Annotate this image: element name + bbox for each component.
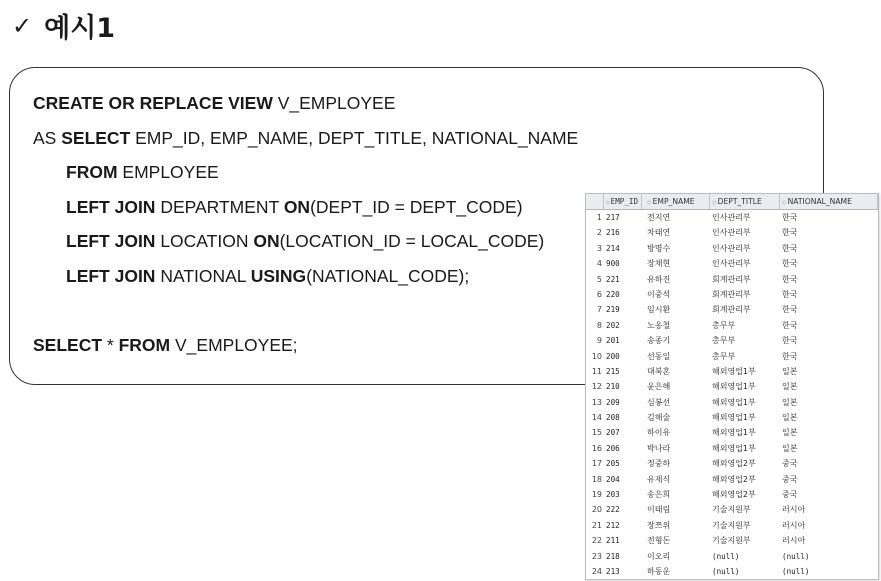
code-line: [33, 190, 578, 225]
table-row[interactable]: [586, 533, 878, 548]
table-cell: (null): [782, 551, 810, 561]
row-number: 23: [591, 551, 602, 561]
table-cell: 201: [606, 336, 620, 346]
table-cell: 중국: [782, 459, 798, 469]
table-row[interactable]: [586, 502, 878, 517]
table-cell: 하동운: [647, 566, 671, 576]
table-cell: 인사관리부: [712, 228, 751, 238]
table-cell: 총무부: [712, 320, 736, 330]
table-row[interactable]: [586, 456, 878, 471]
row-number: 2: [596, 228, 602, 238]
sql-keyword: CREATE OR REPLACE VIEW: [33, 93, 273, 113]
table-row[interactable]: [586, 318, 878, 333]
table-row[interactable]: [586, 210, 878, 225]
table-cell: 해외영업1부: [712, 413, 756, 423]
table-row[interactable]: [586, 225, 878, 240]
table-cell: 방명수: [647, 243, 671, 253]
column-header-national-name[interactable]: [780, 194, 878, 209]
row-number: 3: [596, 243, 602, 253]
row-number: 8: [596, 320, 602, 330]
table-cell: 인사관리부: [712, 243, 751, 253]
query-result-grid: [585, 193, 879, 580]
slide-title: [12, 6, 115, 45]
grid-row-number-header: [586, 194, 604, 209]
sql-text: DEPARTMENT: [155, 196, 284, 217]
sql-text: V_EMPLOYEE;: [170, 334, 298, 355]
table-cell: 총무부: [712, 351, 736, 361]
row-number: 4: [596, 259, 602, 269]
table-cell: 차태연: [647, 228, 671, 238]
table-cell: (null): [782, 566, 810, 576]
code-line: [33, 294, 578, 328]
table-cell: 한국: [782, 259, 798, 269]
table-cell: 유하진: [647, 274, 671, 284]
row-number: 1: [596, 213, 602, 222]
sql-keyword: LEFT JOIN: [66, 265, 156, 286]
table-cell: 220: [606, 289, 620, 299]
sql-text: AS: [33, 127, 62, 148]
table-cell: 전지연: [647, 213, 671, 222]
table-cell: 209: [606, 397, 620, 407]
table-cell: 200: [606, 351, 620, 361]
table-cell: 205: [606, 459, 620, 469]
sql-keyword: ON: [283, 196, 311, 217]
table-cell: 203: [606, 490, 620, 500]
sql-text: *: [102, 334, 119, 355]
table-cell: 207: [606, 428, 620, 438]
sql-text: (NATIONAL_CODE);: [306, 265, 470, 286]
table-cell: 900: [606, 259, 620, 269]
table-cell: 204: [606, 474, 620, 484]
table-cell: 선동일: [647, 351, 671, 361]
table-cell: 일본: [782, 443, 798, 453]
table-cell: 기술지원부: [712, 520, 751, 530]
table-cell: 송종기: [647, 336, 671, 346]
sort-icon: ◇: [606, 199, 610, 206]
sql-keyword: SELECT: [33, 334, 103, 355]
table-row[interactable]: [586, 272, 878, 287]
sql-text: LOCATION: [155, 231, 254, 252]
table-cell: 러시아: [782, 520, 806, 530]
table-cell: 219: [606, 305, 620, 315]
table-cell: 한국: [782, 336, 798, 346]
table-cell: 총무부: [712, 336, 736, 346]
table-cell: 심봉선: [647, 397, 671, 407]
table-cell: 221: [606, 274, 620, 284]
table-cell: 해외영업2부: [712, 490, 756, 500]
sort-icon: ◇: [647, 199, 652, 206]
table-cell: 이중석: [647, 289, 671, 299]
table-cell: 이오리: [647, 551, 671, 561]
table-cell: 217: [606, 213, 620, 222]
sql-code-block: [33, 86, 578, 362]
table-cell: 대북혼: [647, 366, 671, 376]
table-cell: 일본: [782, 366, 798, 376]
sql-keyword: SELECT: [61, 127, 131, 148]
table-row[interactable]: [586, 287, 878, 302]
table-row[interactable]: [586, 364, 878, 379]
sort-icon: ◇: [782, 199, 787, 206]
table-cell: 인사관리부: [712, 259, 751, 269]
code-line: [33, 224, 578, 259]
row-number: 14: [591, 413, 602, 423]
table-cell: 한국: [782, 289, 798, 299]
table-cell: 회계관리부: [712, 274, 751, 284]
table-cell: 노옹철: [647, 320, 671, 330]
slide-title-text: 예시1: [44, 13, 116, 44]
table-row[interactable]: [586, 379, 878, 394]
row-number: 15: [591, 428, 602, 438]
sql-keyword: LEFT JOIN: [66, 196, 156, 217]
table-cell: 해외영업1부: [712, 443, 756, 453]
row-number: 20: [591, 505, 602, 515]
table-cell: 러시아: [782, 505, 806, 515]
table-cell: 중국: [782, 474, 798, 484]
table-cell: 정중하: [647, 459, 671, 469]
table-cell: 유재식: [647, 474, 671, 484]
table-row[interactable]: [586, 395, 878, 410]
column-header-label: EMP_NAME: [652, 197, 695, 206]
table-cell: 장쯔위: [647, 520, 671, 530]
table-cell: 박나라: [647, 443, 671, 453]
code-line: [33, 86, 578, 121]
table-row[interactable]: [586, 410, 878, 425]
table-cell: 213: [606, 566, 620, 576]
sql-keyword: FROM: [66, 162, 118, 183]
table-cell: 이태림: [647, 505, 671, 515]
table-cell: 일본: [782, 428, 798, 438]
sql-keyword: USING: [250, 265, 307, 286]
row-number: 17: [591, 459, 602, 469]
sql-text: EMP_ID, EMP_NAME, DEPT_TITLE, NATIONAL_NAME: [130, 127, 579, 148]
table-cell: 러시아: [782, 536, 806, 546]
table-cell: 김해술: [647, 413, 671, 423]
code-line: [33, 155, 578, 190]
table-cell: 기술지원부: [712, 536, 751, 546]
table-cell: 일본: [782, 382, 798, 392]
checkmark-icon: ✓: [12, 11, 33, 40]
sql-keyword: FROM: [118, 334, 171, 355]
table-cell: 210: [606, 382, 620, 392]
code-line: [33, 328, 578, 363]
table-cell: 해외영업2부: [712, 474, 756, 484]
grid-header-row: [586, 194, 878, 210]
column-header-label: DEPT_TITLE: [717, 197, 762, 206]
sql-text: (LOCATION_ID = LOCAL_CODE): [279, 231, 545, 252]
table-cell: 해외영업2부: [712, 459, 756, 469]
column-header-label: NATIONAL_NAME: [787, 197, 852, 206]
table-cell: 214: [606, 243, 620, 253]
table-cell: 해외영업1부: [712, 397, 756, 407]
table-cell: 한국: [782, 228, 798, 238]
row-number: 5: [596, 274, 602, 284]
row-number: 6: [596, 289, 602, 299]
row-number: 11: [591, 366, 602, 376]
row-number: 7: [596, 305, 602, 315]
table-row[interactable]: [586, 487, 878, 502]
table-cell: 한국: [782, 305, 798, 315]
sql-text: (DEPT_ID = DEPT_CODE): [310, 196, 523, 217]
table-row[interactable]: [586, 518, 878, 533]
table-cell: (null): [712, 566, 740, 576]
table-cell: 한국: [782, 274, 798, 284]
sql-keyword: ON: [253, 231, 280, 252]
sql-keyword: LEFT JOIN: [66, 231, 156, 252]
table-row[interactable]: [586, 256, 878, 271]
table-row[interactable]: [586, 564, 878, 579]
table-cell: 211: [606, 536, 620, 546]
table-row[interactable]: [586, 441, 878, 456]
table-cell: 215: [606, 366, 620, 376]
table-cell: 한국: [782, 213, 798, 222]
sql-text: V_EMPLOYEE: [272, 93, 396, 113]
table-cell: 해외영업1부: [712, 382, 756, 392]
table-cell: 중국: [782, 490, 798, 500]
table-cell: 해외영업1부: [712, 428, 756, 438]
table-cell: 전형돈: [647, 536, 671, 546]
table-cell: 윤은해: [647, 382, 671, 392]
row-number: 9: [596, 336, 602, 346]
row-number: 22: [591, 536, 602, 546]
table-row[interactable]: [586, 472, 878, 487]
table-cell: 212: [606, 520, 620, 530]
row-number: 24: [591, 566, 602, 576]
table-row[interactable]: [586, 425, 878, 440]
row-number: 21: [591, 520, 602, 530]
table-cell: 인사관리부: [712, 213, 751, 222]
table-cell: 한국: [782, 243, 798, 253]
table-cell: 장채현: [647, 259, 671, 269]
row-number: 10: [591, 351, 602, 361]
sort-icon: ◇: [712, 199, 717, 206]
row-number: 19: [591, 490, 602, 500]
column-header-dept-title[interactable]: [710, 194, 780, 209]
table-cell: 216: [606, 228, 620, 238]
row-number: 13: [591, 397, 602, 407]
table-cell: 해외영업1부: [712, 366, 756, 376]
table-row[interactable]: [586, 549, 878, 564]
code-line: [33, 259, 578, 294]
grid-body: [586, 210, 878, 579]
table-cell: 회계관리부: [712, 289, 751, 299]
row-number: 18: [591, 474, 602, 484]
column-header-emp-id[interactable]: [604, 194, 642, 209]
table-row[interactable]: [586, 241, 878, 256]
table-cell: 202: [606, 320, 620, 330]
sql-text: NATIONAL: [155, 265, 251, 286]
table-row[interactable]: [586, 333, 878, 348]
table-cell: (null): [712, 551, 740, 561]
table-cell: 송은희: [647, 490, 671, 500]
table-cell: 하이유: [647, 428, 671, 438]
table-cell: 206: [606, 443, 620, 453]
table-cell: 회계관리부: [712, 305, 751, 315]
table-cell: 임시환: [647, 305, 671, 315]
column-header-label: EMP_ID: [610, 197, 639, 206]
code-line: [33, 121, 578, 156]
table-cell: 일본: [782, 413, 798, 423]
table-row[interactable]: [586, 349, 878, 364]
table-cell: 기술지원부: [712, 505, 751, 515]
table-row[interactable]: [586, 302, 878, 317]
table-cell: 한국: [782, 320, 798, 330]
column-header-emp-name[interactable]: [642, 194, 710, 209]
table-cell: 한국: [782, 351, 798, 361]
table-cell: 222: [606, 505, 620, 515]
table-cell: 일본: [782, 397, 798, 407]
sql-text: EMPLOYEE: [117, 162, 219, 183]
table-cell: 218: [606, 551, 620, 561]
row-number: 12: [591, 382, 602, 392]
row-number: 16: [591, 443, 602, 453]
table-cell: 208: [606, 413, 620, 423]
